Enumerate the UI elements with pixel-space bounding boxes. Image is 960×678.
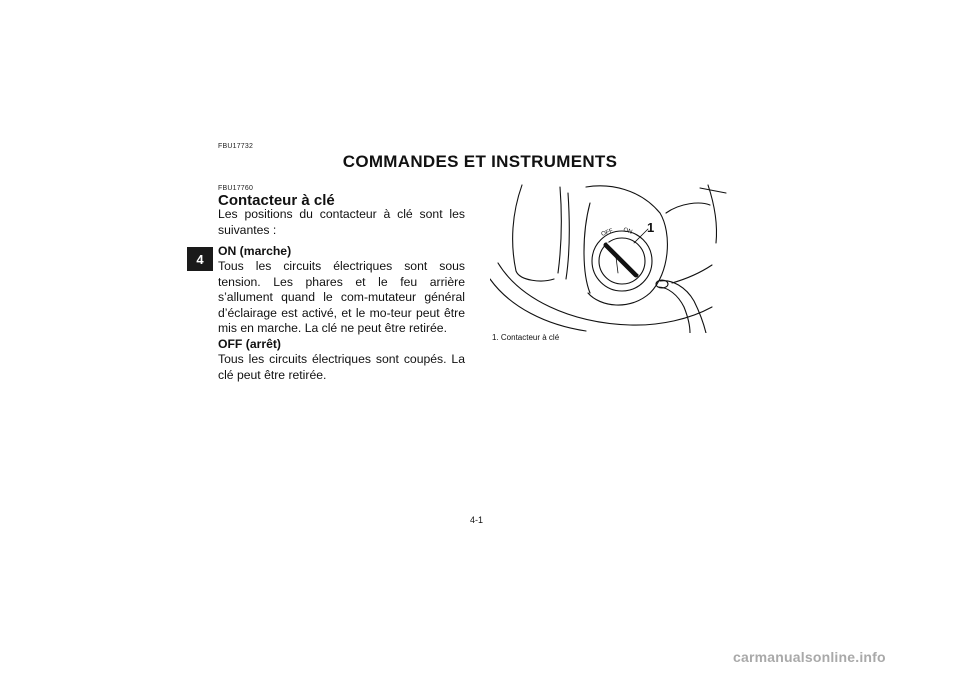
callout-number: 1 (647, 220, 655, 235)
on-position-text: Tous les circuits électriques sont sous tension. Les phares et le feu arrière s’allument quand le com-mutateur général d’éclairage est activé, et le mo-teur peut être mis en marche. La clé ne peut être retirée. (218, 259, 465, 336)
on-position-label: ON (marche) (218, 244, 292, 258)
off-position-label: OFF (arrêt) (218, 337, 281, 351)
page-title: COMMANDES ET INSTRUMENTS (342, 152, 618, 171)
key-switch-illustration (490, 183, 730, 333)
section-doc-code: FBU17760 (218, 185, 254, 192)
off-position-text: Tous les circuits électriques sont coupés. La clé peut être retirée. (218, 352, 465, 382)
intro-text: Les positions du contacteur à clé sont les suivantes : (218, 207, 465, 237)
page-number: 4-1 (470, 515, 484, 525)
off-label: OFF (600, 228, 614, 238)
watermark: carmanualsonline.info (733, 649, 886, 665)
header-doc-code: FBU17732 (218, 143, 254, 150)
chapter-tab: 4 (187, 247, 213, 271)
on-label: ON (622, 227, 633, 236)
section-heading: Contacteur à clé (218, 192, 335, 209)
figure-caption: 1. Contacteur à clé (492, 333, 560, 342)
